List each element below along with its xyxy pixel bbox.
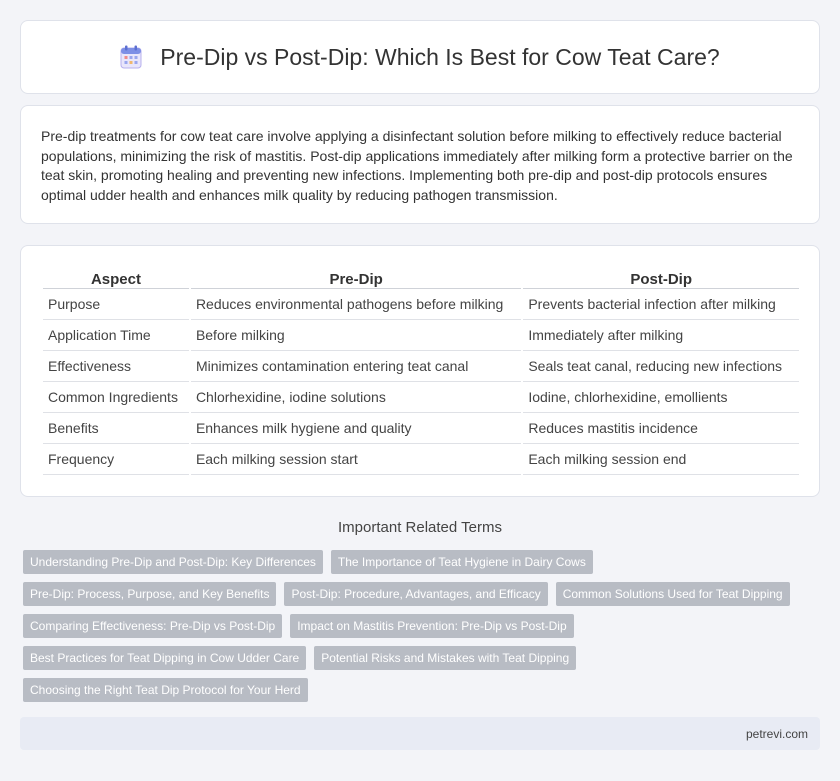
related-term-tag[interactable]: Best Practices for Teat Dipping in Cow Udder Care (23, 646, 306, 670)
related-term-tag[interactable]: Choosing the Right Teat Dip Protocol for Your Herd (23, 678, 308, 702)
table-cell: Before milking (191, 320, 521, 351)
table-cell: Prevents bacterial infection after milking (523, 289, 799, 320)
tag-row (23, 646, 818, 670)
footer (20, 717, 820, 750)
related-term-tag[interactable]: Common Solutions Used for Teat Dipping (556, 582, 790, 606)
related-term-tag[interactable]: Potential Risks and Mistakes with Teat Dipping (314, 646, 576, 670)
page-title (120, 44, 719, 71)
tag-row (23, 582, 818, 606)
table-row (43, 320, 799, 351)
related-term-tag[interactable]: The Importance of Teat Hygiene in Dairy Cows (331, 550, 593, 574)
title-card (20, 20, 820, 94)
table-row (43, 289, 799, 320)
table-cell: Each milking session end (523, 444, 799, 475)
related-term-tag[interactable]: Understanding Pre-Dip and Post-Dip: Key Differences (23, 550, 323, 574)
table-row (43, 444, 799, 475)
table-cell: Iodine, chlorhexidine, emollients (523, 382, 799, 413)
table-cell: Application Time (43, 320, 189, 351)
related-term-tag[interactable]: Pre-Dip: Process, Purpose, and Key Benefits (23, 582, 276, 606)
table-cell: Common Ingredients (43, 382, 189, 413)
table-cell: Reduces mastitis incidence (523, 413, 799, 444)
table-cell: Enhances milk hygiene and quality (191, 413, 521, 444)
column-header-pre-dip: Pre-Dip (191, 266, 521, 289)
table-row (43, 413, 799, 444)
intro-card (20, 105, 820, 224)
table-cell: Minimizes contamination entering teat canal (191, 351, 521, 382)
table-cell: Each milking session start (191, 444, 521, 475)
table-cell: Seals teat canal, reducing new infections (523, 351, 799, 382)
tag-row (23, 550, 818, 574)
related-term-tag[interactable]: Post-Dip: Procedure, Advantages, and Efficacy (284, 582, 547, 606)
table-cell: Reduces environmental pathogens before milking (191, 289, 521, 320)
related-terms-title: Important Related Terms (338, 519, 502, 536)
table-cell: Effectiveness (43, 351, 189, 382)
related-term-tag[interactable]: Comparing Effectiveness: Pre-Dip vs Post-Dip (23, 614, 282, 638)
column-header-aspect: Aspect (43, 266, 189, 289)
table-row (43, 382, 799, 413)
page-title-text: Pre-Dip vs Post-Dip: Which Is Best for Cow Teat Care? (160, 43, 720, 70)
calendar-icon (120, 45, 142, 69)
tag-row (23, 614, 818, 638)
column-header-post-dip: Post-Dip (523, 266, 799, 289)
footer-brand[interactable]: petrevi.com (745, 726, 808, 741)
tag-row (23, 678, 818, 702)
table-cell: Frequency (43, 444, 189, 475)
table-cell: Chlorhexidine, iodine solutions (191, 382, 521, 413)
table-cell: Immediately after milking (523, 320, 799, 351)
intro-paragraph: Pre-dip treatments for cow teat care involve applying a disinfectant solution before milking to effectively reduce bacterial populations, minimizing the risk of mastitis. Post-dip applications immediately after milking form a protective barrier on the teat skin, promoting healing and preventing new infections. Implementing both pre-dip and post-dip protocols ensures optimal udder health and enhances milk quality by reducing pathogen transmission. (41, 128, 793, 203)
related-term-tag[interactable]: Impact on Mastitis Prevention: Pre-Dip vs Post-Dip (290, 614, 573, 638)
related-terms-tags (23, 550, 818, 710)
table-header-row (43, 266, 799, 289)
table-row (43, 351, 799, 382)
comparison-table-card (20, 245, 820, 497)
table-cell: Benefits (43, 413, 189, 444)
table-cell: Purpose (43, 289, 189, 320)
comparison-table (41, 266, 801, 475)
